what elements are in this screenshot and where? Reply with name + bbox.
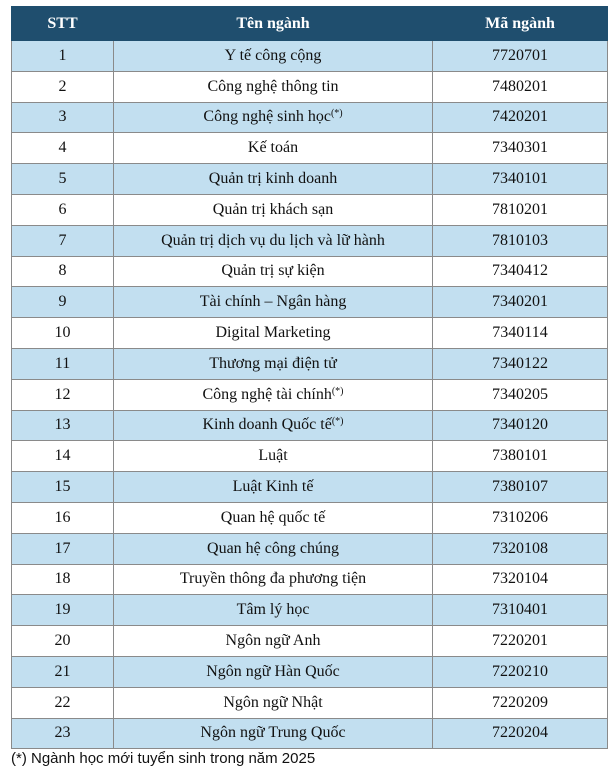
cell-ten-nganh xyxy=(114,318,433,349)
cell-stt: 10 xyxy=(12,318,114,349)
major-name: Ngôn ngữ Nhật xyxy=(223,693,323,711)
cell-stt: 15 xyxy=(12,472,114,503)
cell-stt: 21 xyxy=(12,656,114,687)
cell-ten-nganh xyxy=(114,287,433,318)
cell-ma-nganh: 7810201 xyxy=(433,194,608,225)
table-row xyxy=(12,718,608,749)
cell-ten-nganh xyxy=(114,564,433,595)
cell-ten-nganh xyxy=(114,102,433,133)
table-row xyxy=(12,164,608,195)
cell-ma-nganh: 7320108 xyxy=(433,533,608,564)
header-ma-nganh: Mã ngành xyxy=(433,7,608,41)
cell-ten-nganh xyxy=(114,41,433,72)
footnote: (*) Ngành học mới tuyển sinh trong năm 2025 xyxy=(11,750,316,767)
cell-ma-nganh: 7320104 xyxy=(433,564,608,595)
majors-table-container xyxy=(11,6,607,749)
cell-ten-nganh xyxy=(114,656,433,687)
header-ten-nganh: Tên ngành xyxy=(114,7,433,41)
table-row xyxy=(12,626,608,657)
table-row xyxy=(12,318,608,349)
cell-ma-nganh: 7220209 xyxy=(433,687,608,718)
cell-stt: 11 xyxy=(12,348,114,379)
cell-ma-nganh: 7340122 xyxy=(433,348,608,379)
cell-ma-nganh: 7220210 xyxy=(433,656,608,687)
new-major-marker: (*) xyxy=(331,416,344,428)
table-row xyxy=(12,472,608,503)
major-name: Quan hệ quốc tế xyxy=(220,508,326,526)
cell-stt: 6 xyxy=(12,194,114,225)
cell-ma-nganh: 7340201 xyxy=(433,287,608,318)
cell-ten-nganh xyxy=(114,472,433,503)
major-name: Truyền thông đa phương tiện xyxy=(179,570,367,588)
cell-stt: 3 xyxy=(12,102,114,133)
major-name: Tài chính – Ngân hàng xyxy=(199,293,347,311)
cell-stt: 13 xyxy=(12,410,114,441)
table-row xyxy=(12,287,608,318)
cell-stt: 2 xyxy=(12,71,114,102)
table-row xyxy=(12,441,608,472)
cell-ten-nganh xyxy=(114,441,433,472)
cell-ma-nganh: 7340101 xyxy=(433,164,608,195)
major-name: Quản trị kinh doanh xyxy=(208,170,338,188)
cell-ten-nganh xyxy=(114,133,433,164)
major-name: Quản trị sự kiện xyxy=(221,262,325,280)
table-row xyxy=(12,133,608,164)
header-stt: STT xyxy=(12,7,114,41)
table-row xyxy=(12,595,608,626)
cell-ma-nganh: 7340205 xyxy=(433,379,608,410)
table-row xyxy=(12,102,608,133)
cell-stt: 17 xyxy=(12,533,114,564)
cell-ma-nganh: 7380107 xyxy=(433,472,608,503)
cell-stt: 14 xyxy=(12,441,114,472)
major-name: Quản trị dịch vụ du lịch và lữ hành xyxy=(161,231,385,249)
cell-ten-nganh xyxy=(114,379,433,410)
cell-stt: 16 xyxy=(12,502,114,533)
cell-ten-nganh xyxy=(114,687,433,718)
cell-ten-nganh xyxy=(114,410,433,441)
cell-stt: 18 xyxy=(12,564,114,595)
table-row xyxy=(12,533,608,564)
table-header xyxy=(12,7,608,41)
new-major-marker: (*) xyxy=(331,385,344,397)
cell-ten-nganh xyxy=(114,164,433,195)
table-row xyxy=(12,379,608,410)
table-row xyxy=(12,502,608,533)
cell-stt: 22 xyxy=(12,687,114,718)
major-name: Ngôn ngữ Trung Quốc xyxy=(200,724,346,742)
cell-ten-nganh xyxy=(114,194,433,225)
cell-stt: 1 xyxy=(12,41,114,72)
cell-ma-nganh: 7220204 xyxy=(433,718,608,749)
major-name: Luật Kinh tế xyxy=(232,478,314,496)
cell-stt: 4 xyxy=(12,133,114,164)
cell-ma-nganh: 7310401 xyxy=(433,595,608,626)
cell-ma-nganh: 7420201 xyxy=(433,102,608,133)
cell-ma-nganh: 7720701 xyxy=(433,41,608,72)
cell-stt: 7 xyxy=(12,225,114,256)
table-row xyxy=(12,256,608,287)
cell-ma-nganh: 7480201 xyxy=(433,71,608,102)
cell-stt: 12 xyxy=(12,379,114,410)
major-name: Kinh doanh Quốc tế xyxy=(202,416,332,434)
major-name: Ngôn ngữ Hàn Quốc xyxy=(206,662,340,680)
major-name: Quản trị khách sạn xyxy=(212,200,334,218)
cell-ma-nganh: 7340412 xyxy=(433,256,608,287)
table-row xyxy=(12,194,608,225)
cell-stt: 20 xyxy=(12,626,114,657)
cell-ten-nganh xyxy=(114,626,433,657)
cell-ten-nganh xyxy=(114,533,433,564)
cell-stt: 23 xyxy=(12,718,114,749)
cell-ma-nganh: 7810103 xyxy=(433,225,608,256)
new-major-marker: (*) xyxy=(330,108,343,120)
cell-ma-nganh: 7340120 xyxy=(433,410,608,441)
majors-table xyxy=(11,6,608,749)
cell-ten-nganh xyxy=(114,718,433,749)
cell-ten-nganh xyxy=(114,595,433,626)
table-row xyxy=(12,564,608,595)
cell-stt: 8 xyxy=(12,256,114,287)
major-name: Thương mại điện tử xyxy=(209,354,337,372)
major-name: Ngôn ngữ Anh xyxy=(225,632,321,650)
table-row xyxy=(12,656,608,687)
major-name: Y tế công cộng xyxy=(224,46,322,64)
cell-ten-nganh xyxy=(114,256,433,287)
table-row xyxy=(12,410,608,441)
table-row xyxy=(12,225,608,256)
cell-ma-nganh: 7340114 xyxy=(433,318,608,349)
major-name: Digital Marketing xyxy=(215,324,331,342)
table-row xyxy=(12,348,608,379)
cell-stt: 9 xyxy=(12,287,114,318)
table-row xyxy=(12,687,608,718)
table-row xyxy=(12,71,608,102)
cell-stt: 5 xyxy=(12,164,114,195)
major-name: Kế toán xyxy=(247,139,299,157)
cell-ma-nganh: 7310206 xyxy=(433,502,608,533)
cell-ma-nganh: 7220201 xyxy=(433,626,608,657)
major-name: Công nghệ sinh học xyxy=(203,108,331,126)
major-name: Luật xyxy=(258,447,288,465)
header-row xyxy=(12,7,608,41)
table-row xyxy=(12,41,608,72)
cell-ten-nganh xyxy=(114,225,433,256)
major-name: Công nghệ tài chính xyxy=(202,385,332,403)
cell-ten-nganh xyxy=(114,348,433,379)
major-name: Tâm lý học xyxy=(236,601,310,619)
cell-stt: 19 xyxy=(12,595,114,626)
cell-ten-nganh xyxy=(114,71,433,102)
cell-ten-nganh xyxy=(114,502,433,533)
major-name: Quan hệ công chúng xyxy=(207,539,339,557)
table-body xyxy=(12,41,608,749)
major-name: Công nghệ thông tin xyxy=(207,77,339,95)
cell-ma-nganh: 7340301 xyxy=(433,133,608,164)
cell-ma-nganh: 7380101 xyxy=(433,441,608,472)
